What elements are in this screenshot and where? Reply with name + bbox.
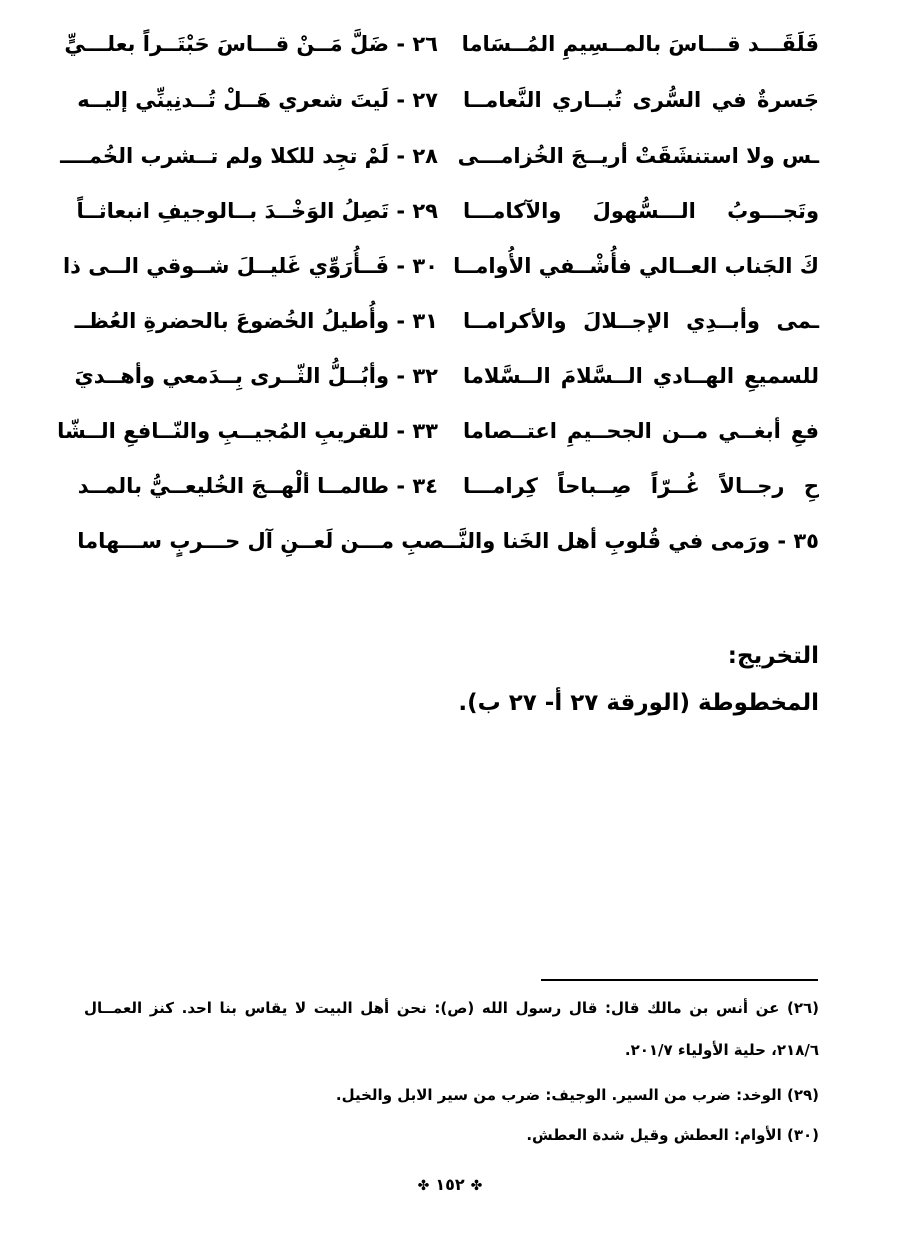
takhrij-body: المخطوطة (الورقة ٢٧ أ- ٢٧ ب). (458, 690, 819, 716)
verse-second-hemistich: فعِ أبغــي مــن الجحــيمِ اعتــصاما (463, 419, 819, 443)
verse-full-line: ٣٥ - ورَمى في قُلوبِ أهل الخَنا والنَّــصبِ مـــن لَعــنِ آل حـــربٍ ســـهاما (77, 529, 819, 553)
verse-34 (0, 466, 901, 506)
verse-first-hemistich: ٣١ - وأُطيلُ الخُضوعَ بالحضرةِ العُظــ (74, 309, 438, 333)
verse-first-hemistich: ٢٩ - تَصِلُ الوَخْــدَ بــالوجيفِ انبعاثــاً (76, 199, 438, 223)
verse-second-hemistich: كَ الجَناب العــالي فأُشْــفي الأُوامــا (453, 254, 819, 278)
verse-second-hemistich: ـمى وأبــدِي الإجــلالَ والأكرامــا (463, 309, 819, 333)
takhrij-title: التخريج: (727, 643, 819, 669)
verse-35 (0, 521, 901, 561)
verse-29 (0, 191, 901, 231)
verse-first-hemistich: ٣٢ - وأبُــلُّ الثّــرى بِــدَمعي وأهــديَ (74, 364, 438, 388)
verse-second-hemistich: وتَجـــوبُ الـــسُّهولَ والآكامـــا (463, 199, 819, 223)
verse-first-hemistich: ٢٧ - لَيتَ شعري هَــلْ تُــدنِينِّي إليــه (77, 88, 438, 112)
verse-second-hemistich: ـس ولا استنشَقَتْ أريــجَ الخُزامـــى (457, 144, 819, 168)
verse-33 (0, 411, 901, 451)
page-number-value: ١٥٢ (435, 1175, 465, 1194)
verse-second-hemistich: للسميعِ الهــادي الــسَّلامَ الــسَّلاما (463, 364, 819, 388)
verse-first-hemistich: ٢٨ - لَمْ تجِد للكلا ولم تــشرب الخُمــــ (60, 144, 438, 168)
verse-second-hemistich: جَسرةٌ في السُّرى تُبــاري النَّعامــا (463, 88, 819, 112)
verse-26 (0, 24, 901, 64)
page-number (405, 1170, 495, 1200)
footnote-divider (541, 979, 818, 981)
verse-second-hemistich: فَلَقَـــد قـــاسَ بالمــسِيمِ المُــسَاما (461, 32, 819, 56)
verse-27 (0, 80, 901, 120)
ornament-icon: ✤ (417, 1178, 430, 1194)
verse-first-hemistich: ٣٤ - طالمــا ألْهــجَ الخُليعــيُّ بالمــد (77, 474, 438, 498)
verse-30 (0, 246, 901, 286)
footnote-29: (٢٩) الوخد: ضرب من السير. الوجيف: ضرب من سير الابل والخيل. (335, 1086, 819, 1104)
verse-first-hemistich: ٢٦ - ضَلَّ مَــنْ قـــاسَ حَبْتَــراً بعلـــيٍّ (64, 32, 438, 56)
verse-31 (0, 301, 901, 341)
footnote-26-continued: ٢١٨/٦، حلية الأولياء ٢٠١/٧. (624, 1041, 819, 1059)
verse-first-hemistich: ٣٣ - للقريبِ المُجيــبِ والنّــافعِ الــشّا (57, 419, 438, 443)
verse-first-hemistich: ٣٠ - فَــأُرَوِّي غَليــلَ شــوقي الــى ذا (62, 254, 438, 278)
verse-second-hemistich: حِ رجــالاً غُــرّاً صِــباحاً كِرامـــا (463, 474, 819, 498)
verse-28 (0, 136, 901, 176)
verse-32 (0, 356, 901, 396)
footnote-30: (٣٠) الأوام: العطش وقيل شدة العطش. (526, 1126, 819, 1144)
ornament-icon: ✤ (470, 1178, 483, 1194)
footnote-26: (٢٦) عن أنس بن مالك قال: قال رسول الله (ص): نحن أهل البيت لا يقاس بنا احد. كنز العمــال (84, 999, 819, 1017)
